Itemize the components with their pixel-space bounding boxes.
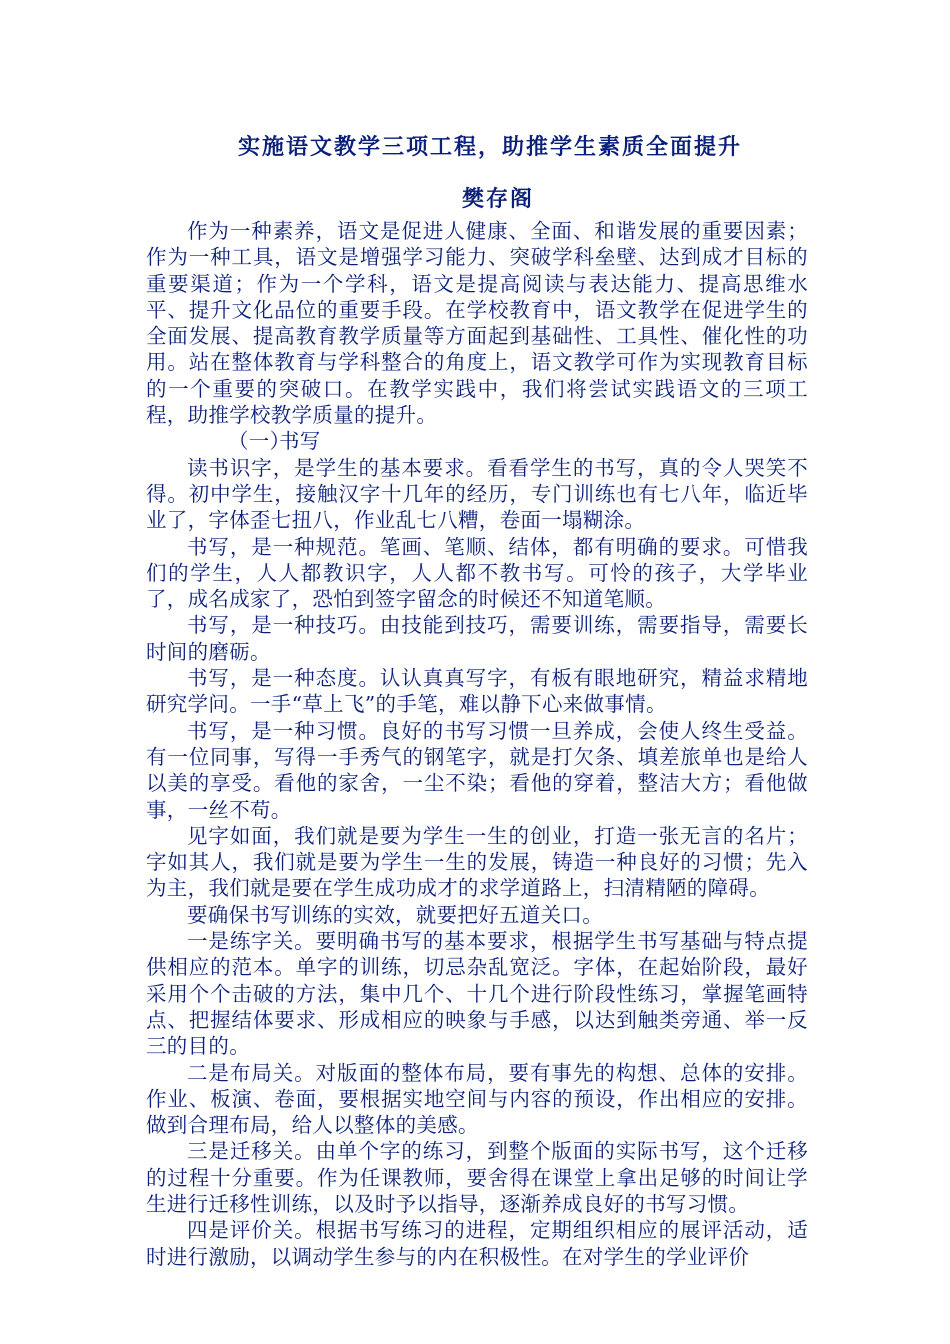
body-paragraph: 二是布局关。对版面的整体布局，要有事先的构想、总体的安排。作业、板演、卷面，要根据实地空间与内容的预设，作出相应的安排。做到合理布局，给人以整体的美感。 — [146, 1060, 808, 1138]
body-paragraph: 四是评价关。根据书写练习的进程，定期组织相应的展评活动，适时进行激励，以调动学生参与的内在积极性。在对学生的学业评价 — [146, 1218, 808, 1269]
body-paragraph: 书写，是一种习惯。良好的书写习惯一旦养成，会使人终生受益。有一位同事，写得一手秀气的钢笔字，就是打欠条、填差旅单也是给人以美的享受。看他的家舍，一尘不染；看他的穿着，整洁大方；看他做事，一丝不苟。 — [146, 718, 808, 822]
body-paragraph: 书写，是一种规范。笔画、笔顺、结体，都有明确的要求。可惜我们的学生，人人都教识字，人人都不教书写。可怜的孩子，大学毕业了，成名成家了，恐怕到签字留念的时候还不知道笔顺。 — [146, 534, 808, 612]
body-paragraph: 书写，是一种技巧。由技能到技巧，需要训练，需要指导，需要长时间的磨砺。 — [146, 613, 808, 664]
body-paragraph: 书写，是一种态度。认认真真写字，有板有眼地研究，精益求精地研究学问。一手“草上飞”的手笔，难以静下心来做事情。 — [146, 666, 808, 717]
document-body — [146, 218, 808, 1270]
intro-paragraph: 作为一种素养，语文是促进人健康、全面、和谐发展的重要因素；作为一种工具，语文是增强学习能力、突破学科垒壁、达到成才目标的重要渠道；作为一个学科，语文是提高阅读与表达能力、提高思维水平、提升文化品位的重要手段。在学校教育中，语文教学在促进学生的全面发展、提高教育教学质量等方面起到基础性、工具性、催化性的功用。站在整体教育与学科整合的角度上，语文教学可作为实现教育目标的一个重要的突破口。在教学实践中，我们将尝试实践语文的三项工程，助推学校教学质量的提升。 — [146, 219, 808, 428]
section-heading — [146, 428, 808, 454]
author-name: 樊存阁 — [461, 186, 534, 212]
document-title: 实施语文教学三项工程，助推学生素质全面提升 — [238, 134, 743, 160]
document-page — [146, 128, 808, 1270]
body-paragraph: 三是迁移关。由单个字的练习，到整个版面的实际书写，这个迁移的过程十分重要。作为任课教师，要舍得在课堂上拿出足够的时间让学生进行迁移性训练，以及时予以指导，逐渐养成良好的书写习惯。 — [146, 1139, 808, 1216]
body-paragraph: 读书识字，是学生的基本要求。看看学生的书写，真的令人哭笑不得。初中学生，接触汉字十几年的经历，专门训练也有七八年，临近毕业了，字体歪七扭八，作业乱七八糟，卷面一塌糊涂。 — [146, 455, 808, 533]
body-paragraph: 见字如面，我们就是要为学生一生的创业，打造一张无言的名片；字如其人，我们就是要为学生一生的发展，铸造一种良好的习惯；先入为主，我们就是要在学生成功成才的求学道路上，扫清精陋的障碍。 — [146, 823, 808, 901]
section-title: 书写 — [279, 429, 321, 454]
body-paragraph: 一是练字关。要明确书写的基本要求，根据学生书写基础与特点提供相应的范本。单字的训练，切忌杂乱宽泛。字体，在起始阶段，最好采用个个击破的方法，集中几个、十几个进行阶段性练习，掌握笔画特点、把握结体要求、形成相应的映象与手感，以达到触类旁通、举一反三的目的。 — [146, 929, 808, 1059]
body-paragraph: 要确保书写训练的实效，就要把好五道关口。 — [187, 902, 603, 927]
section-number: （一） — [228, 429, 291, 454]
